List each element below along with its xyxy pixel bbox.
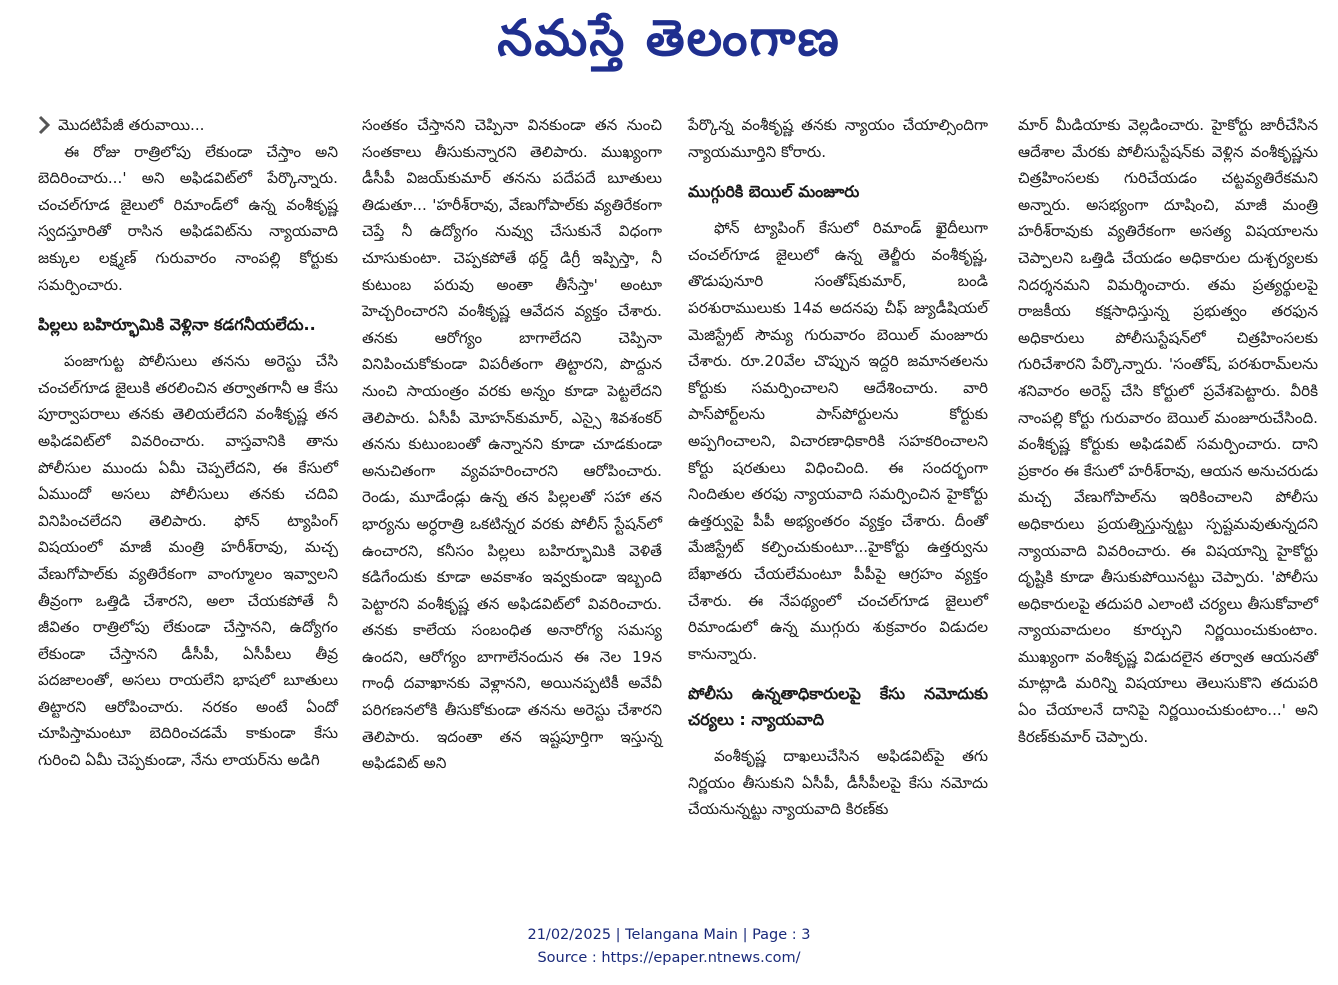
source-link[interactable]: Source : https://epaper.ntnews.com/ bbox=[537, 950, 801, 966]
masthead bbox=[0, 8, 1338, 80]
page-footer bbox=[0, 924, 1338, 970]
article-paragraph: మార్ మీడియాకు వెల్లడించారు. హైకోర్టు జారీచేసిన ఆదేశాల మేరకు పోలీసుస్టేషన్‌కు వెళ్లిన వంశీకృష్ణను చిత్రహింసలకు గురిచేయడం చట్టవ్యతిరేకమని అన్నారు. అసభ్యంగా దూషించి, మాజీ మంత్రి హరీశ్‌రావుకు వ్యతిరేకంగా అసత్య విషయాలను చెప్పాలని ఒత్తిడి చేయడం అధికారుల దుశ్చర్యలకు నిదర్శనమని విమర్శించారు. తమ ప్రత్యర్థులపై రాజకీయ కక్షసాధిస్తున్న ప్రభుత్వం తరఫున అధికారులు పోలీసుస్టేషన్‌లో చిత్రహింసలకు గురిచేశారని పేర్కొన్నారు. 'సంతోష్, పరశురామ్‌లను శనివారం అరెస్ట్ చేసి కోర్టులో ప్రవేశపెట్టారు. వీరికి నాంపల్లి కోర్టు గురువారం బెయిల్ మంజూరుచేసింది. వంశీకృష్ణ కోర్టుకు అఫిడవిట్ సమర్పించారు. దాని ప్రకారం ఈ కేసులో హరీశ్‌రావు, ఆయన అనుచరుడు మచ్చ వేణుగోపాల్‌ను ఇరికించాలని పోలీసు అధికారులు ప్రయత్నిస్తున్నట్టు స్పష్టమవుతున్నదని న్యాయవాది వివరించారు. ఈ విషయాన్ని హైకోర్టు దృష్టికి కూడా తీసుకుపోయినట్టు చెప్పారు. 'పోలీసు అధికారులపై తదుపరి ఎలాంటి చర్యలు తీసుకోవాలో న్యాయవాదులం కూర్చుని నిర్ణయించుకుంటాం. ముఖ్యంగా వంశీకృష్ణ విడుదలైన తర్వాత ఆయనతో మాట్లాడి మరిన్ని విషయాలు తెలుసుకొని తదుపరి ఏం చేయాలనే దానిపై నిర్ణయించుకుంటాం...' అని కిరణ్‌కుమార్ చెప్పారు. bbox=[1018, 116, 1318, 746]
continuation-kicker bbox=[38, 112, 338, 139]
article-paragraph: ఈ రోజు రాత్రిలోపు లేకుండా చేస్తాం అని బెదిరించారు...' అని అఫిడవిట్‌లో పేర్కొన్నారు. చంచల్‌గూడ జైలులో రిమాండ్‌లో ఉన్న వంశీకృష్ణ స్వదస్తూరితో రాసిన అఫిడవిట్‌ను న్యాయవాది జక్కుల లక్ష్మణ్ గురువారం నాంపల్లి కోర్టుకు సమర్పించారు. bbox=[38, 142, 338, 294]
section-heading: పోలీసు ఉన్నతాధికారులపై కేసు నమోదుకు చర్యలు : న్యాయవాది bbox=[688, 684, 988, 730]
article-paragraph: ఫోన్ ట్యాపింగ్ కేసులో రిమాండ్ ఖైదీలుగా చంచల్‌గూడ జైలులో ఉన్న తెల్జీరు వంశీకృష్ణ, తొడుపునూరి సంతోష్‌కుమార్, బండి పరశురాములుకు 14వ అదనపు చీఫ్ జ్యుడీషియల్ మెజిస్ట్రేట్ సౌమ్య గురువారం బెయిల్ మంజూరు చేశారు. రూ.20వేల చొప్పున ఇద్దరి జమానతలను కోర్టుకు సమర్పించాలని ఆదేశించారు. వారి పాస్‌పోర్ట్‌లను పాస్‌పోర్టులను కోర్టుకు అప్పగించాలని, విచారణాధికారికి సహకరించాలని కోర్టు షరతులు విధించింది. ఈ సందర్భంగా నిందితుల తరఫు న్యాయవాది సమర్పించిన హైకోర్టు ఉత్తర్వుపై పీపీ అభ్యంతరం వ్యక్తం చేశారు. దీంతో మేజిస్ట్రేట్ కల్పించుకుంటూ...హైకోర్టు ఉత్తర్వును బేఖాతరు చేయలేమంటూ పీపీపై ఆగ్రహం వ్యక్తం చేశారు. ఈ నేపథ్యంలో చంచల్‌గూడ జైలులో రిమాండులో ఉన్న ముగ్గురు శుక్రవారం విడుదల కానున్నారు. bbox=[688, 219, 988, 663]
column-1 bbox=[38, 112, 338, 774]
article-paragraph: వంశీకృష్ణ దాఖలుచేసిన అఫిడవిట్‌పై తగు నిర్ణయం తీసుకుని ఏసీపీ, డీసీపీలపై కేసు నమోదు చేయనున్నట్టు న్యాయవాది కిరణ్‌కు bbox=[688, 747, 988, 819]
section-heading: ముగ్గురికి బెయిల్ మంజూరు bbox=[688, 182, 860, 202]
section-heading: పిల్లలు బహిర్భూమికి వెళ్లినా కడగనీయలేదు.. bbox=[38, 315, 316, 335]
kicker-label: మొదటిపేజీ తరువాయి... bbox=[58, 116, 205, 134]
column-4 bbox=[1018, 112, 1318, 750]
column-2 bbox=[362, 112, 662, 777]
newspaper-title: నమస్తే తెలంగాణ bbox=[497, 8, 841, 67]
article-paragraph: పేర్కొన్న వంశీకృష్ణ తనకు న్యాయం చేయాల్సిందిగా న్యాయమూర్తిని కోరారు. bbox=[688, 116, 988, 161]
edition-info: 21/02/2025 | Telangana Main | Page : 3 bbox=[527, 927, 811, 943]
column-3 bbox=[688, 112, 988, 823]
article-paragraph: సంతకం చేస్తానని చెప్పినా వినకుండా తన నుంచి సంతకాలు తీసుకున్నారని తెలిపారు. ముఖ్యంగా డీసీపీ విజయ్‌కుమార్ తనను పదేపదే బూతులు తిడుతూ... 'హరీశ్‌రావు, వేణుగోపాల్‌కు వ్యతిరేకంగా చెప్తే నీ ఉద్యోగం నువ్వు చేసుకునే విధంగా చూసుకుంటా. చెప్పకపోతే థర్డ్ డిగ్రీ ఇప్పిస్తా, నీ కుటుంబ పరువు అంతా తీసేస్తా' అంటూ హెచ్చరించారని వంశీకృష్ణ ఆవేదన వ్యక్తం చేశారు. తనకు ఆరోగ్యం బాగాలేదని చెప్పినా వినిపించుకోకుండా విపరీతంగా తిట్టారని, పొద్దున నుంచి సాయంత్రం వరకు అన్నం కూడా పెట్టలేదని తెలిపారు. ఏసీపీ మోహన్‌కుమార్, ఎస్సై శివశంకర్ తనను కుటుంబంతో ఉన్నానని కూడా చూడకుండా అనుచితంగా వ్యవహరించారని ఆరోపించారు. రెండు, మూడేండ్లు ఉన్న తన పిల్లలతో సహా తన భార్యను అర్ధరాత్రి ఒకటిన్నర వరకు పోలీస్ స్టేషన్‌లో ఉంచారని, కనీసం పిల్లలు బహిర్భూమికి వెళితే కడిగేందుకు కూడా అవకాశం ఇవ్వకుండా ఇబ్బంది పెట్టారని వంశీకృష్ణ తన అఫిడవిట్‌లో వివరించారు. తనకు కాలేయ సంబంధిత అనారోగ్య సమస్య ఉందని, ఆరోగ్యం బాగాలేనందున ఈ నెల 19న గాంధీ దవాఖానకు వెళ్లానని, అయినప్పటికీ అవేవీ పరిగణనలోకి తీసుకోకుండా తనను అరెస్టు చేశారని తెలిపారు. ఇదంతా తన ఇష్టపూర్తిగా ఇస్తున్న అఫిడవిట్ అని bbox=[362, 116, 662, 773]
article-paragraph: పంజాగుట్ట పోలీసులు తనను అరెస్టు చేసి చంచల్‌గూడ జైలుకి తరలించిన తర్వాతగానీ ఆ కేసు పూర్వాపరాలు తనకు తెలియలేదని వంశీకృష్ణ తన అఫిడవిట్‌లో వివరించారు. వాస్తవానికి తాను పోలీసుల ముందు ఏమీ చెప్పలేదని, ఈ కేసులో ఏముందో అసలు పోలీసులు తనకు చదివి వినిపించలేదని తెలిపారు. ఫోన్ ట్యాపింగ్ విషయంలో మాజీ మంత్రి హరీశ్‌రావు, మచ్చ వేణుగోపాల్‌కు వ్యతిరేకంగా వాంగ్మూలం ఇవ్వాలని తీవ్రంగా ఒత్తిడి చేశారని, అలా చేయకపోతే నీ జీవితం రాత్రిలోపు లేకుండా చేస్తానని, ఉద్యోగం లేకుండా చేస్తానని డీసీపీ, ఏసీపీలు తీవ్ర పదజాలంతో, అసలు రాయలేని భాషలో బూతులు తిట్టారని ఆరోపించారు. నరకం అంటే ఏందో చూపిస్తామంటూ బెదిరించడమే కాకుండా కేసు గురించి ఏమీ చెప్పకుండా, నేను లాయర్‌ను అడిగి bbox=[38, 352, 338, 770]
chevron-right-icon bbox=[38, 115, 50, 135]
